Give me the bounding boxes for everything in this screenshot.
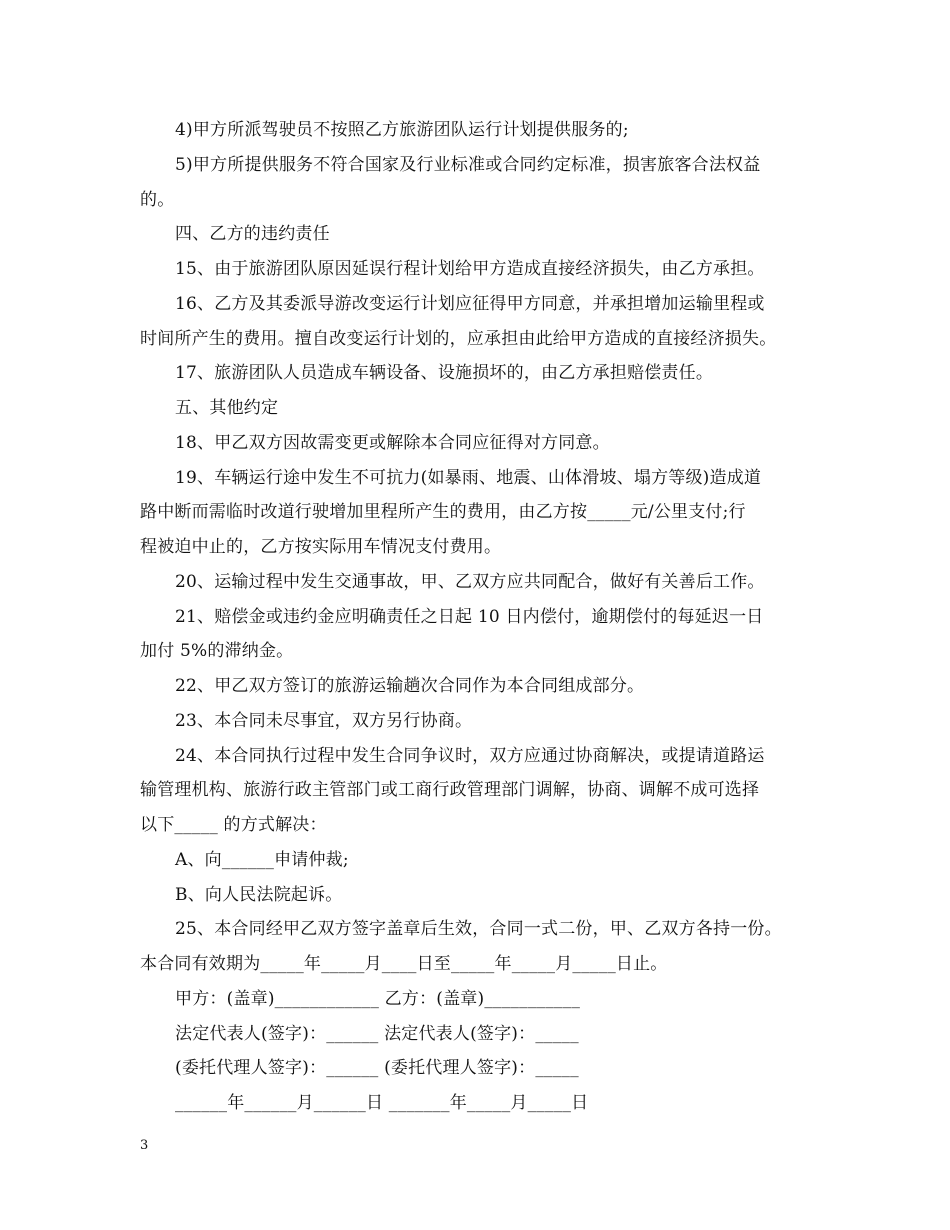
text-line: 21、赔偿金或违约金应明确责任之日起 10 日内偿付，逾期偿付的每延迟一日 (175, 607, 764, 627)
text-line: 输管理机构、旅游行政主管部门或工商行政管理部门调解，协商、调解不成可选择 (140, 780, 760, 800)
text-line: 23、本合同未尽事宜，双方另行协商。 (175, 711, 473, 731)
text-line: 15、由于旅游团队原因延误行程计划给甲方造成直接经济损失，由乙方承担。 (175, 259, 765, 279)
text-line: 20、运输过程中发生交通事故，甲、乙双方应共同配合，做好有关善后工作。 (175, 572, 765, 592)
text-line: 本合同有效期为_____年_____月____日至_____年_____月_____日止。 (140, 954, 668, 974)
text-line: 以下_____ 的方式解决： (140, 815, 327, 835)
text-line: (委托代理人签字)：______ (委托代理人签字)：_____ (175, 1058, 579, 1078)
text-line: 的。 (140, 190, 175, 210)
text-line: 24、本合同执行过程中发生合同争议时，双方应通过协商解决，或提请道路运 (175, 746, 765, 766)
page-number: 3 (140, 1138, 149, 1153)
text-line: 22、甲乙双方签订的旅游运输趟次合同作为本合同组成部分。 (175, 676, 645, 696)
text-line: ______年______月______日 _______年_____月_____日 (175, 1093, 589, 1113)
text-line: 路中断而需临时改道行驶增加里程所产生的费用，由乙方按_____元/公里支付;行 (140, 502, 746, 522)
text-line: A、向______申请仲裁; (175, 850, 349, 870)
text-line: 17、旅游团队人员造成车辆设备、设施损坏的，由乙方承担赔偿责任。 (175, 363, 714, 383)
text-line: B、向人民法院起诉。 (175, 885, 343, 905)
text-line: 时间所产生的费用。擅自改变运行计划的，应承担由此给甲方造成的直接经济损失。 (140, 329, 777, 349)
text-line: 五、其他约定 (175, 398, 279, 418)
text-line: 19、车辆运行途中发生不可抗力(如暴雨、地震、山体滑坡、塌方等级)造成道 (175, 468, 762, 488)
text-line: 程被迫中止的，乙方按实际用车情况支付费用。 (140, 537, 502, 557)
text-line: 四、乙方的违约责任 (175, 224, 330, 244)
text-line: 法定代表人(签字)：______ 法定代表人(签字)：_____ (175, 1024, 579, 1044)
text-line: 25、本合同经甲乙双方签字盖章后生效，合同一式二份，甲、乙双方各持一份。 (175, 919, 782, 939)
text-line: 4)甲方所派驾驶员不按照乙方旅游团队运行计划提供服务的; (175, 120, 629, 140)
text-line: 5)甲方所提供服务不符合国家及行业标准或合同约定标准，损害旅客合法权益 (175, 155, 761, 175)
text-line: 18、甲乙双方因故需变更或解除本合同应征得对方同意。 (175, 433, 610, 453)
text-line: 甲方：(盖章)____________ 乙方：(盖章)___________ (175, 989, 581, 1009)
text-line: 16、乙方及其委派导游改变运行计划应征得甲方同意，并承担增加运输里程或 (175, 294, 765, 314)
text-line: 加付 5%的滞纳金。 (140, 641, 294, 661)
